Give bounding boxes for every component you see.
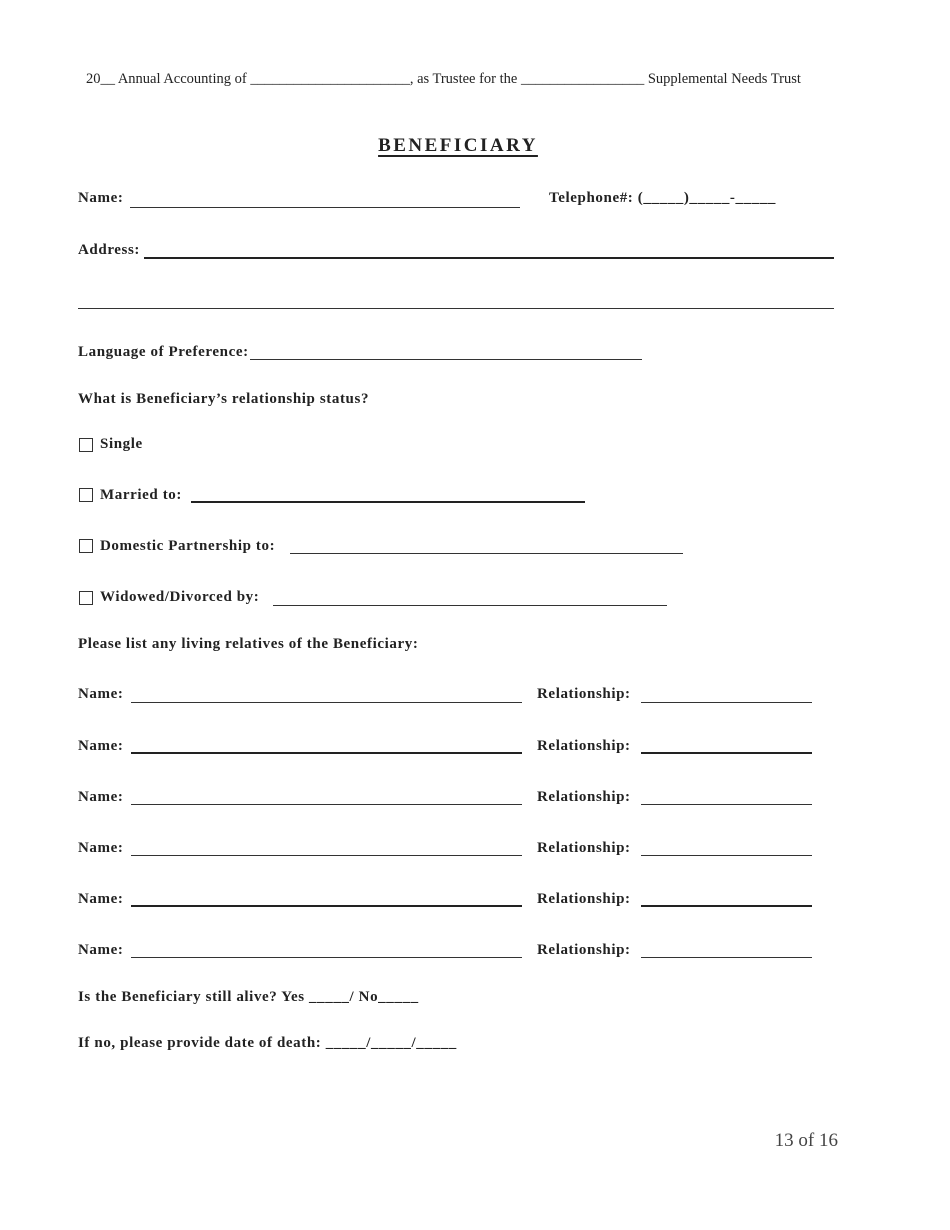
relative-name-field[interactable] [131,702,522,703]
widowed-divorced-label: Widowed/Divorced by: [100,589,260,605]
relative-name-label: Name: [78,686,124,702]
relative-name-label: Name: [78,942,124,958]
address-label: Address: [78,242,141,258]
relatives-prompt: Please list any living relatives of the Beneficiary: [78,636,419,652]
alive-question[interactable]: Is the Beneficiary still alive? Yes _____/ No_____ [78,989,419,1005]
relative-relationship-label: Relationship: [537,686,631,702]
domestic-partnership-label: Domestic Partnership to: [100,538,276,554]
relative-name-field[interactable] [131,804,522,805]
relative-relationship-label: Relationship: [537,840,631,856]
relative-relationship-field[interactable] [641,804,812,805]
relative-name-label: Name: [78,789,124,805]
beneficiary-name-label: Name: [78,190,124,206]
page-title [0,135,916,157]
page-title-text: BENEFICIARY [378,135,538,156]
relative-name-label: Name: [78,738,124,754]
domestic-partnership-checkbox[interactable] [79,539,93,553]
domestic-partnership-field[interactable] [290,553,683,554]
document-header: 20__ Annual Accounting of ______________________, as Trustee for the _________________ Supplemental Needs Trust [86,71,801,87]
language-field[interactable] [250,359,642,360]
relative-name-field[interactable] [131,855,522,856]
relative-name-field[interactable] [131,905,522,907]
relative-name-label: Name: [78,840,124,856]
relative-name-field[interactable] [131,957,522,958]
married-label: Married to: [100,487,182,503]
relative-relationship-label: Relationship: [537,891,631,907]
relative-relationship-label: Relationship: [537,738,631,754]
relative-relationship-field[interactable] [641,855,812,856]
relative-relationship-label: Relationship: [537,789,631,805]
relative-relationship-field[interactable] [641,957,812,958]
widowed-divorced-field[interactable] [273,605,667,606]
single-label: Single [100,436,143,452]
relative-relationship-field[interactable] [641,905,812,907]
single-checkbox[interactable] [79,438,93,452]
telephone-field[interactable]: Telephone#: (_____)_____-_____ [549,190,777,206]
relative-relationship-field[interactable] [641,752,812,754]
death-date-question[interactable]: If no, please provide date of death: _____/_____/_____ [78,1035,457,1051]
relative-relationship-field[interactable] [641,702,812,703]
beneficiary-name-field[interactable] [130,207,520,208]
married-checkbox[interactable] [79,488,93,502]
address-field-line-1[interactable] [144,257,834,259]
language-label: Language of Preference: [78,344,249,360]
relative-name-field[interactable] [131,752,522,754]
page-number: 13 of 16 [774,1130,838,1151]
relative-name-label: Name: [78,891,124,907]
widowed-divorced-checkbox[interactable] [79,591,93,605]
relative-relationship-label: Relationship: [537,942,631,958]
married-to-field[interactable] [191,501,585,503]
relationship-status-question: What is Beneficiary’s relationship status? [78,391,370,407]
address-field-line-2[interactable] [78,308,834,309]
